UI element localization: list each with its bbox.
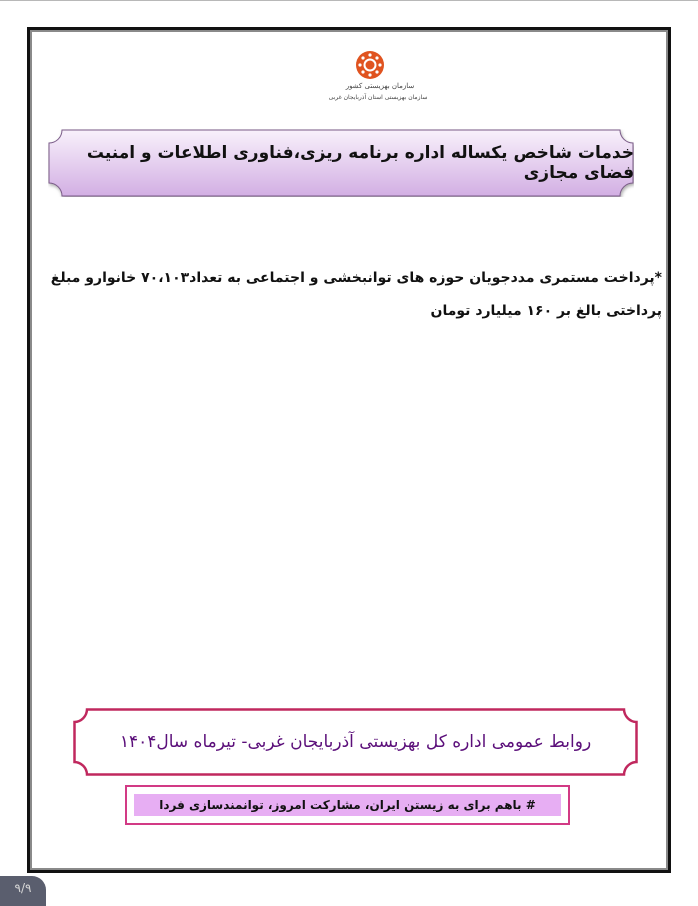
logo-caption-provincial: سازمان بهزیستی استان آذربایجان غربی <box>328 94 428 101</box>
hashtag-banner <box>125 785 570 825</box>
page-title: خدمات شاخص یکساله اداره برنامه ریزی،فناوری اطلاعات و امنیت فضای مجازی <box>86 143 634 183</box>
organization-logo <box>323 48 433 110</box>
top-divider <box>0 0 698 1</box>
footer-banner <box>73 708 638 776</box>
footer-credit: روابط عمومی اداره کل بهزیستی آذربایجان غربی- تیرماه سال۱۴۰۴ <box>119 732 592 752</box>
flower-logo-icon <box>350 50 390 80</box>
body-paragraph: *پرداخت مستمری مددجویان حوزه های توانبخشی و اجتماعی به تعداد۷۰،۱۰۳ خانوارو مبلغ پرداختی بالغ بر ۱۶۰ میلیارد تومان <box>50 270 662 319</box>
logo-caption-national: سازمان بهزیستی کشور <box>345 82 415 90</box>
title-banner <box>48 129 634 197</box>
page-counter-badge: ۹/۹ <box>0 876 46 906</box>
hashtag-text: # باهم برای به زیستن ایران، مشارکت امروز، توانمندسازی فردا <box>134 794 561 816</box>
